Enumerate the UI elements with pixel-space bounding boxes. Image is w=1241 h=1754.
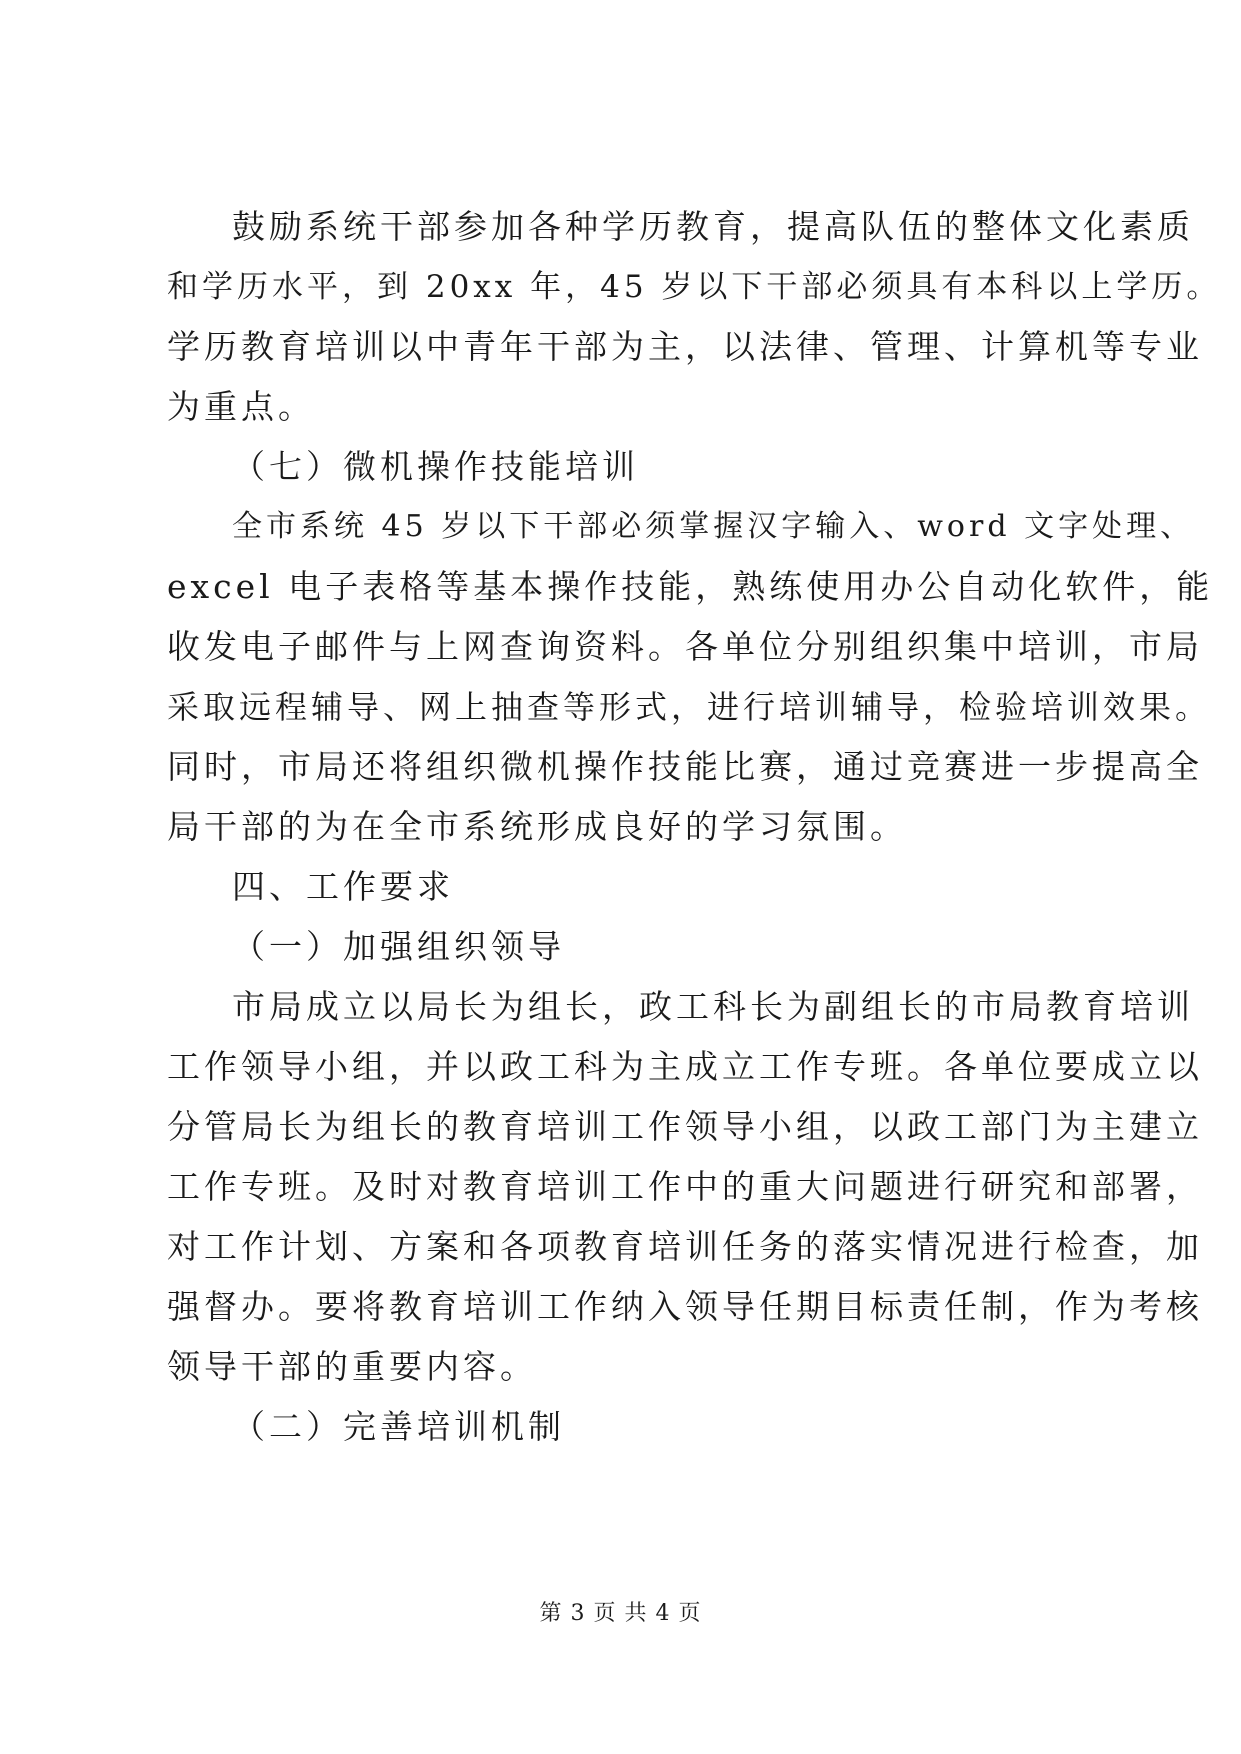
page-footer: 第 3 页 共 4 页 — [539, 1601, 702, 1626]
section-heading-4-2: （二）完善培训机制 — [232, 1407, 565, 1446]
text-line-10: 同时，市局还将组织微机操作技能比赛，通过竞赛进一步提高全 — [167, 747, 1203, 786]
text-line-6: 全市系统 45 岁以下干部必须掌握汉字输入、word 文字处理、 — [232, 509, 1195, 544]
text-line-1: 鼓励系统干部参加各种学历教育，提高队伍的整体文化素质 — [232, 207, 1194, 246]
text-line-11: 局干部的为在全市系统形成良好的学习氛围。 — [167, 807, 907, 846]
text-line-14: 市局成立以局长为组长，政工科长为副组长的市局教育培训 — [232, 987, 1194, 1026]
text-line-2: 和学历水平，到 20xx 年，45 岁以下干部必须具有本科以上学历。 — [167, 269, 1222, 305]
text-line-8: 收发电子邮件与上网查询资料。各单位分别组织集中培训，市局 — [167, 627, 1203, 666]
text-line-16: 分管局长为组长的教育培训工作领导小组，以政工部门为主建立 — [167, 1107, 1203, 1146]
text-line-19: 强督办。要将教育培训工作纳入领导任期目标责任制，作为考核 — [167, 1287, 1203, 1326]
text-line-7: excel 电子表格等基本操作技能，熟练使用办公自动化软件，能 — [167, 567, 1214, 606]
text-line-4: 为重点。 — [167, 387, 315, 426]
text-line-15: 工作领导小组，并以政工科为主成立工作专班。各单位要成立以 — [167, 1047, 1203, 1086]
section-heading-7: （七）微机操作技能培训 — [232, 447, 639, 486]
section-heading-4: 四、工作要求 — [232, 867, 454, 906]
text-line-9: 采取远程辅导、网上抽查等形式，进行培训辅导，检验培训效果。 — [167, 688, 1212, 726]
text-line-17: 工作专班。及时对教育培训工作中的重大问题进行研究和部署， — [167, 1167, 1203, 1206]
text-line-3: 学历教育培训以中青年干部为主，以法律、管理、计算机等专业 — [167, 327, 1203, 366]
text-line-18: 对工作计划、方案和各项教育培训任务的落实情况进行检查，加 — [167, 1227, 1203, 1266]
section-heading-4-1: （一）加强组织领导 — [232, 927, 565, 966]
text-line-20: 领导干部的重要内容。 — [167, 1347, 537, 1386]
